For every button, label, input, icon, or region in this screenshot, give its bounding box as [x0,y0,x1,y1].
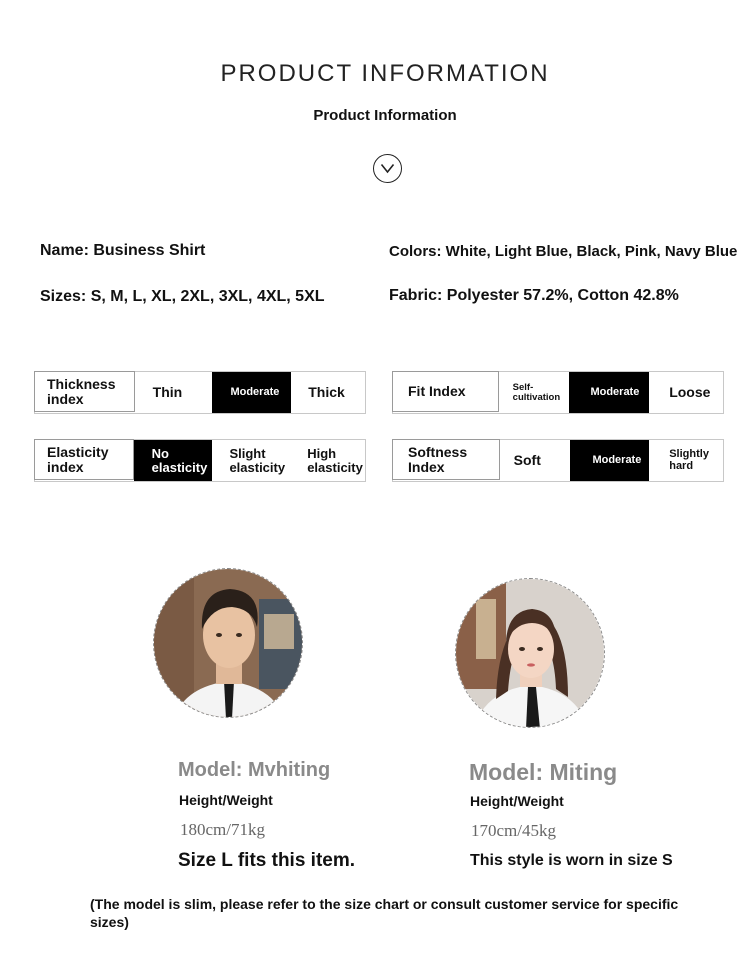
thickness-option-thin: Thin [152,384,183,401]
thickness-option-moderate: Moderate [212,372,291,413]
female-model-avatar [455,578,605,728]
thickness-option-thick: Thick [308,384,345,401]
model-1-fit-text: Size L fits this item. [178,850,356,871]
softness-index-scale [392,439,724,482]
model-2-name: Model: Miting [469,759,618,785]
elasticity-option-no-elasticity: No elasticity [134,440,213,481]
elasticity-index-scale [34,439,366,482]
spec-fabric: Fabric: Polyester 57.2%, Cotton 42.8% [389,287,679,304]
page-title: PRODUCT INFORMATION [220,60,550,87]
size-note: (The model is slim, please refer to the size chart or consult customer service for specific sizes) [90,896,679,930]
fit-option-self-cultivation: Self-cultivation [512,381,561,403]
chevron-down-icon[interactable] [373,154,402,183]
fit-index-label: Fit Index [392,371,499,412]
elasticity-option-high-elasticity: High elasticity [307,445,363,475]
model-2-fit-text: This style is worn in size S [470,852,673,869]
fit-index-scale [392,371,724,414]
fit-option-loose: Loose [669,384,711,401]
model-1-hw-label: Height/Weight [179,792,273,808]
model-1-hw-value: 180cm/71kg [180,820,265,839]
thickness-index-label: Thickness index [34,371,135,412]
softness-option-soft: Soft [513,452,541,469]
elasticity-option-slight-elasticity: Slight elasticity [229,445,286,475]
thickness-index-scale [34,371,366,414]
softness-index-label: Softness Index [392,439,500,480]
elasticity-index-label: Elasticity index [34,439,134,480]
spec-colors: Colors: White, Light Blue, Black, Pink, Navy Blue [389,243,738,260]
fit-option-moderate: Moderate [569,372,649,413]
spec-sizes: Sizes: S, M, L, XL, 2XL, 3XL, 4XL, 5XL [40,288,325,305]
model-1-name: Model: Mvhiting [178,759,331,781]
softness-option-moderate: Moderate [570,440,649,481]
model-2-hw-label: Height/Weight [470,793,564,809]
spec-name: Name: Business Shirt [40,242,206,259]
page-subtitle: Product Information [313,107,457,124]
softness-option-slightly-hard: Slightly hard [669,447,709,472]
model-2-hw-value: 170cm/45kg [471,821,556,840]
male-model-avatar [153,568,303,718]
